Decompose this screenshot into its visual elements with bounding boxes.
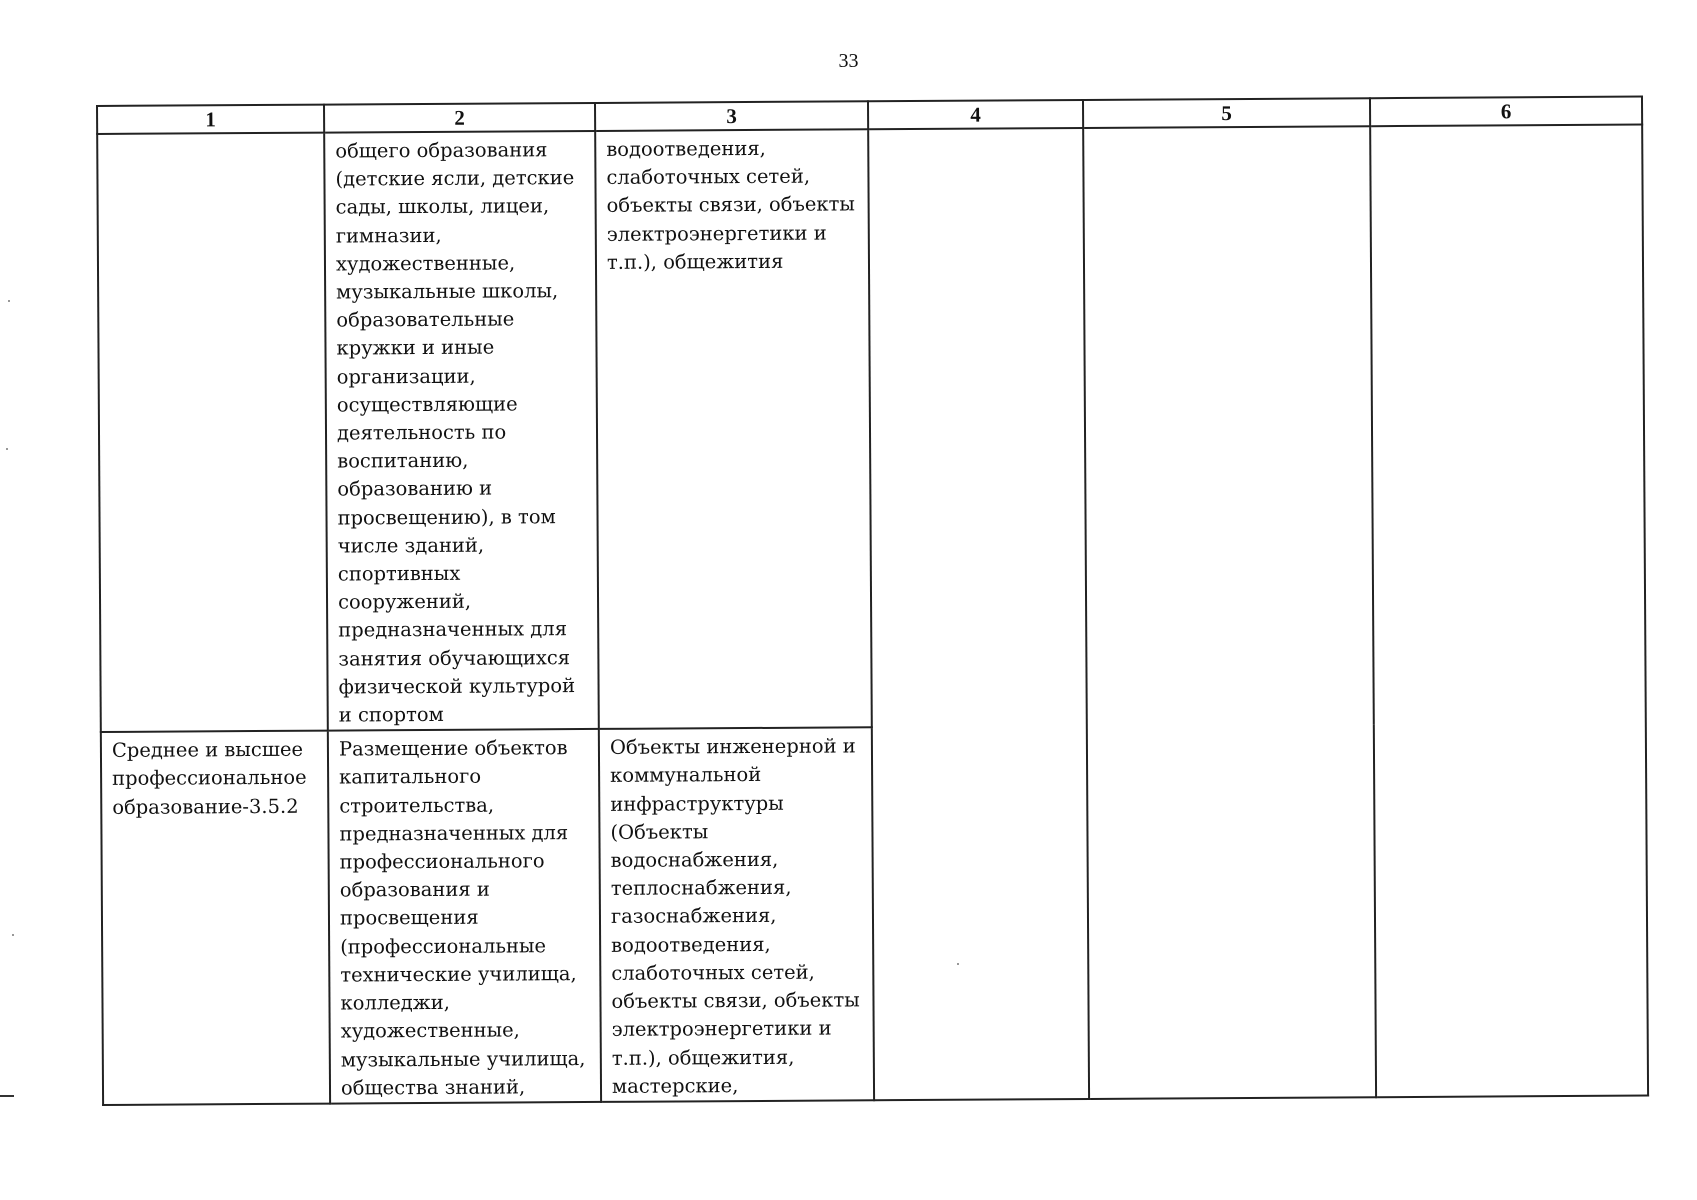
row1-col1-cell [97,133,328,733]
row-col4-cell [868,128,1089,1100]
row-col5-cell [1083,126,1376,1099]
scan-speck [957,963,959,965]
row2-col3-cell: Объекты инженерной и коммунальной инфраструктуры (Объекты водоснабжения, теплоснабжения, газоснабжения, водоотведения, слаботочных сетей, объекты связи, объекты электроэнергетики и т.п.), общежития, мастерские, [599,728,874,1102]
column-header-6: 6 [1370,97,1642,127]
scan-edge-mark [0,1095,14,1097]
column-header-3: 3 [595,101,868,131]
row1-col2-cell: общего образования (детские ясли, детские сады, школы, лицеи, гимназии, художественные, музыкальные школы, образовательные кружки и иные организации, осуществляющие деятельность по воспитанию, образованию и просвещению), в том числе зданий, спортивных сооружений, предназначенных для занятия обучающихся физической культурой и спортом [324,131,599,731]
page-number: 33 [838,50,859,72]
row-col6-cell [1370,125,1648,1098]
row1-col3-cell: водоотведения, слаботочных сетей, объекты связи, объекты электроэнергетики и т.п.), общежития [595,129,872,729]
column-header-4: 4 [868,100,1083,129]
scan-speck [8,300,10,302]
row2-col1-cell: Среднее и высшее профессиональное образование-3.5.2 [101,731,330,1105]
column-header-2: 2 [324,103,595,133]
column-header-5: 5 [1083,98,1370,128]
row2-col2-cell: Размещение объектов капитального строительства, предназначенных для профессионального образования и просвещения (профессиональные технические училища, колледжи, художественные, музыкальные училища, общества знаний, [328,729,601,1103]
document-table [96,96,1649,1106]
scan-speck [12,934,14,936]
scan-speck [6,448,8,450]
column-header-1: 1 [97,105,324,134]
table-row [97,125,1646,733]
